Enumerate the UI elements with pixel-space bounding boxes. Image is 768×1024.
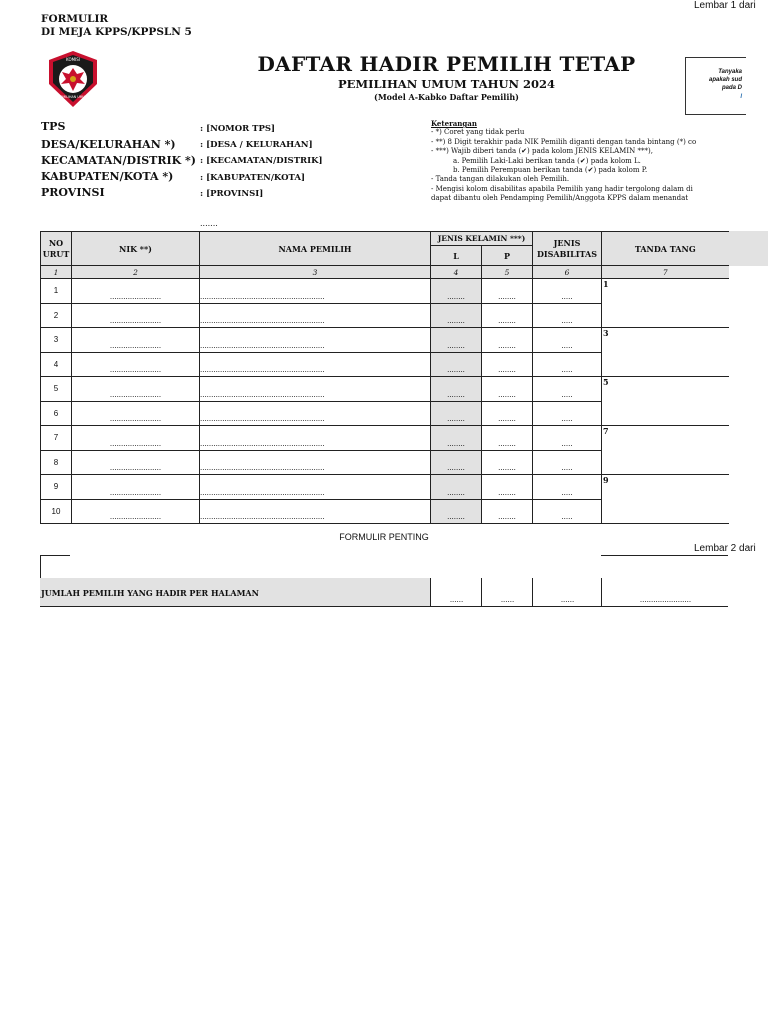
divider: [601, 555, 728, 556]
gender-p-field[interactable]: ........: [482, 450, 533, 475]
sum-signature-value: .......................: [639, 596, 692, 604]
disability-field[interactable]: .....: [533, 328, 602, 353]
header-l: L: [431, 246, 482, 266]
row-number: 2: [41, 303, 72, 328]
signature-field[interactable]: 3: [602, 328, 729, 377]
disability-field[interactable]: .....: [533, 377, 602, 402]
document-subtitle: PEMILIHAN UMUM TAHUN 2024: [337, 77, 556, 91]
row-number: 4: [41, 352, 72, 377]
gender-p-field[interactable]: ........: [482, 401, 533, 426]
column-number: 6: [533, 266, 602, 279]
header-gender: JENIS KELAMIN ***): [431, 232, 533, 246]
summary-section: [40, 555, 728, 607]
notes-block: [431, 119, 741, 204]
gender-p-field[interactable]: ........: [482, 475, 533, 500]
sum-p-value: ......: [500, 596, 515, 604]
reminder-line-3: pada D: [721, 85, 742, 91]
row-number: 7: [41, 426, 72, 451]
header-disability: JENIS DISABILITAS: [533, 232, 602, 266]
column-number: 5: [482, 266, 533, 279]
voter-name-field[interactable]: ........................................................: [200, 303, 431, 328]
summary-row: [40, 578, 728, 607]
gender-p-field[interactable]: ........: [482, 352, 533, 377]
table-row: [41, 475, 729, 500]
info-value-tps: : [NOMOR TPS]: [200, 124, 276, 134]
gender-l-field[interactable]: ........: [431, 328, 482, 353]
gender-l-field[interactable]: ........: [431, 279, 482, 304]
nik-field[interactable]: .......................: [72, 279, 200, 304]
table-row: [41, 426, 729, 451]
gender-l-field[interactable]: ........: [431, 450, 482, 475]
attendance-table: [40, 231, 729, 524]
sum-l-value: ......: [449, 596, 464, 604]
voter-name-field[interactable]: ........................................................: [200, 450, 431, 475]
voter-name-field[interactable]: ........................................................: [200, 377, 431, 402]
sheet-2-label: Lembar 2 dari: [694, 543, 756, 554]
voter-name-field[interactable]: ........................................................: [200, 475, 431, 500]
disability-field[interactable]: .....: [533, 303, 602, 328]
reminder-line-4: I: [740, 94, 742, 100]
notes-title: Keterangan: [431, 119, 477, 128]
note-line: - Mengisi kolom disabilitas apabila Pemilih yang hadir tergolong dalam di: [431, 184, 693, 193]
gender-l-field[interactable]: ........: [431, 303, 482, 328]
form-important-label: FORMULIR PENTING: [339, 532, 429, 542]
nik-field[interactable]: .......................: [72, 328, 200, 353]
row-number: 10: [41, 499, 72, 524]
table-row: [41, 377, 729, 402]
form-identifier: [41, 13, 192, 39]
info-label-district: KECAMATAN/DISTRIK *): [41, 154, 196, 167]
row-number: 5: [41, 377, 72, 402]
info-dots: .......: [200, 219, 218, 228]
sum-l-field[interactable]: [430, 578, 482, 606]
sheet-number-label: Lembar 1 dari: [694, 0, 756, 11]
column-number: 3: [200, 266, 431, 279]
info-label-village: DESA/KELURAHAN *): [41, 138, 176, 151]
gender-l-field[interactable]: ........: [431, 401, 482, 426]
column-number: 2: [72, 266, 200, 279]
gender-p-field[interactable]: ........: [482, 377, 533, 402]
document-title: DAFTAR HADIR PEMILIH TETAP: [257, 52, 636, 76]
note-line: b. Pemilih Perempuan berikan tanda (✔) pada kolom P.: [453, 166, 648, 175]
nik-field[interactable]: .......................: [72, 303, 200, 328]
info-label-regency: KABUPATEN/KOTA *): [41, 170, 174, 183]
nik-field[interactable]: .......................: [72, 475, 200, 500]
disability-field[interactable]: .....: [533, 426, 602, 451]
disability-field[interactable]: .....: [533, 401, 602, 426]
nik-field[interactable]: .......................: [72, 426, 200, 451]
row-number: 1: [41, 279, 72, 304]
gender-l-field[interactable]: ........: [431, 475, 482, 500]
note-line: - ***) Wajib diberi tanda (✔) pada kolom JENIS KELAMIN ***),: [431, 147, 653, 156]
header-overflow-shade: [728, 231, 768, 266]
form-line-2: DI MEJA KPPS/KPPSLN 5: [41, 26, 192, 38]
row-number: 9: [41, 475, 72, 500]
gender-p-field[interactable]: ........: [482, 328, 533, 353]
gender-p-field[interactable]: ........: [482, 426, 533, 451]
reminder-line-2: apakah sud: [708, 77, 742, 83]
header-no: NO URUT: [41, 232, 72, 266]
header-name: NAMA PEMILIH: [200, 232, 431, 266]
row-number: 3: [41, 328, 72, 353]
gender-l-field[interactable]: ........: [431, 352, 482, 377]
voter-name-field[interactable]: ........................................................: [200, 279, 431, 304]
voter-name-field[interactable]: ........................................................: [200, 401, 431, 426]
table-row: [41, 279, 729, 304]
note-line: a. Pemilih Laki-Laki berikan tanda (✔) pada kolom L.: [453, 156, 641, 165]
gender-l-field[interactable]: ........: [431, 499, 482, 524]
form-model: (Model A-Kabko Daftar Pemilih): [374, 92, 519, 102]
column-number: 1: [41, 266, 72, 279]
gender-p-field[interactable]: ........: [482, 499, 533, 524]
sum-p-field[interactable]: [481, 578, 533, 606]
divider: [40, 555, 70, 556]
voter-name-field[interactable]: ........................................................: [200, 426, 431, 451]
sum-signature-field[interactable]: [601, 578, 729, 606]
header-nik: NIK **): [72, 232, 200, 266]
nik-field[interactable]: .......................: [72, 401, 200, 426]
gender-l-field[interactable]: ........: [431, 377, 482, 402]
row-number: 6: [41, 401, 72, 426]
info-value-regency: : [KABUPATEN/KOTA]: [200, 173, 305, 183]
note-line: - *) Coret yang tidak perlu: [431, 128, 525, 137]
voter-name-field[interactable]: ........................................................: [200, 352, 431, 377]
column-number: 7: [602, 266, 729, 279]
gender-p-field[interactable]: ........: [482, 303, 533, 328]
info-value-district: : [KECAMATAN/DISTRIK]: [200, 156, 323, 166]
table-row: [41, 328, 729, 353]
info-value-village: : [DESA / KELURAHAN]: [200, 140, 313, 150]
svg-text:KOMISI: KOMISI: [66, 57, 80, 62]
nik-field[interactable]: .......................: [72, 352, 200, 377]
nik-field[interactable]: .......................: [72, 377, 200, 402]
header-signature: TANDA TANG: [602, 232, 729, 266]
form-line-1: FORMULIR: [41, 13, 109, 25]
reminder-box: [685, 57, 746, 115]
header-p: P: [482, 246, 533, 266]
reminder-line-1: Tanyaka: [718, 69, 742, 75]
disability-field[interactable]: .....: [533, 279, 602, 304]
note-line: dapat dibantu oleh Pendamping Pemilih/Anggota KPPS dalam menandat: [431, 194, 689, 203]
sum-disability-value: ......: [560, 596, 575, 604]
svg-text:PEMILIHAN UMUM: PEMILIHAN UMUM: [58, 95, 88, 99]
voter-name-field[interactable]: ........................................................: [200, 328, 431, 353]
nik-field[interactable]: .......................: [72, 450, 200, 475]
info-value-province: : [PROVINSI]: [200, 189, 264, 199]
signature-field[interactable]: 5: [602, 377, 729, 426]
disability-field[interactable]: .....: [533, 499, 602, 524]
signature-field[interactable]: 9: [602, 475, 729, 524]
disability-field[interactable]: .....: [533, 475, 602, 500]
note-line: - Tanda tangan dilakukan oleh Pemilih.: [431, 175, 570, 184]
info-label-province: PROVINSI: [41, 186, 105, 199]
signature-field[interactable]: 1: [602, 279, 729, 328]
column-number: 4: [431, 266, 482, 279]
gender-p-field[interactable]: ........: [482, 279, 533, 304]
nik-field[interactable]: .......................: [72, 499, 200, 524]
row-number: 8: [41, 450, 72, 475]
gender-l-field[interactable]: ........: [431, 426, 482, 451]
sum-disability-field[interactable]: [532, 578, 602, 606]
disability-field[interactable]: .....: [533, 450, 602, 475]
note-line: - **) 8 Digit terakhir pada NIK Pemilih diganti dengan tanda bintang (*) co: [431, 137, 697, 146]
signature-field[interactable]: 7: [602, 426, 729, 475]
info-label-tps: TPS: [41, 120, 66, 133]
voter-name-field[interactable]: ........................................................: [200, 499, 431, 524]
disability-field[interactable]: .....: [533, 352, 602, 377]
summary-label: JUMLAH PEMILIH YANG HADIR PER HALAMAN: [41, 588, 259, 598]
